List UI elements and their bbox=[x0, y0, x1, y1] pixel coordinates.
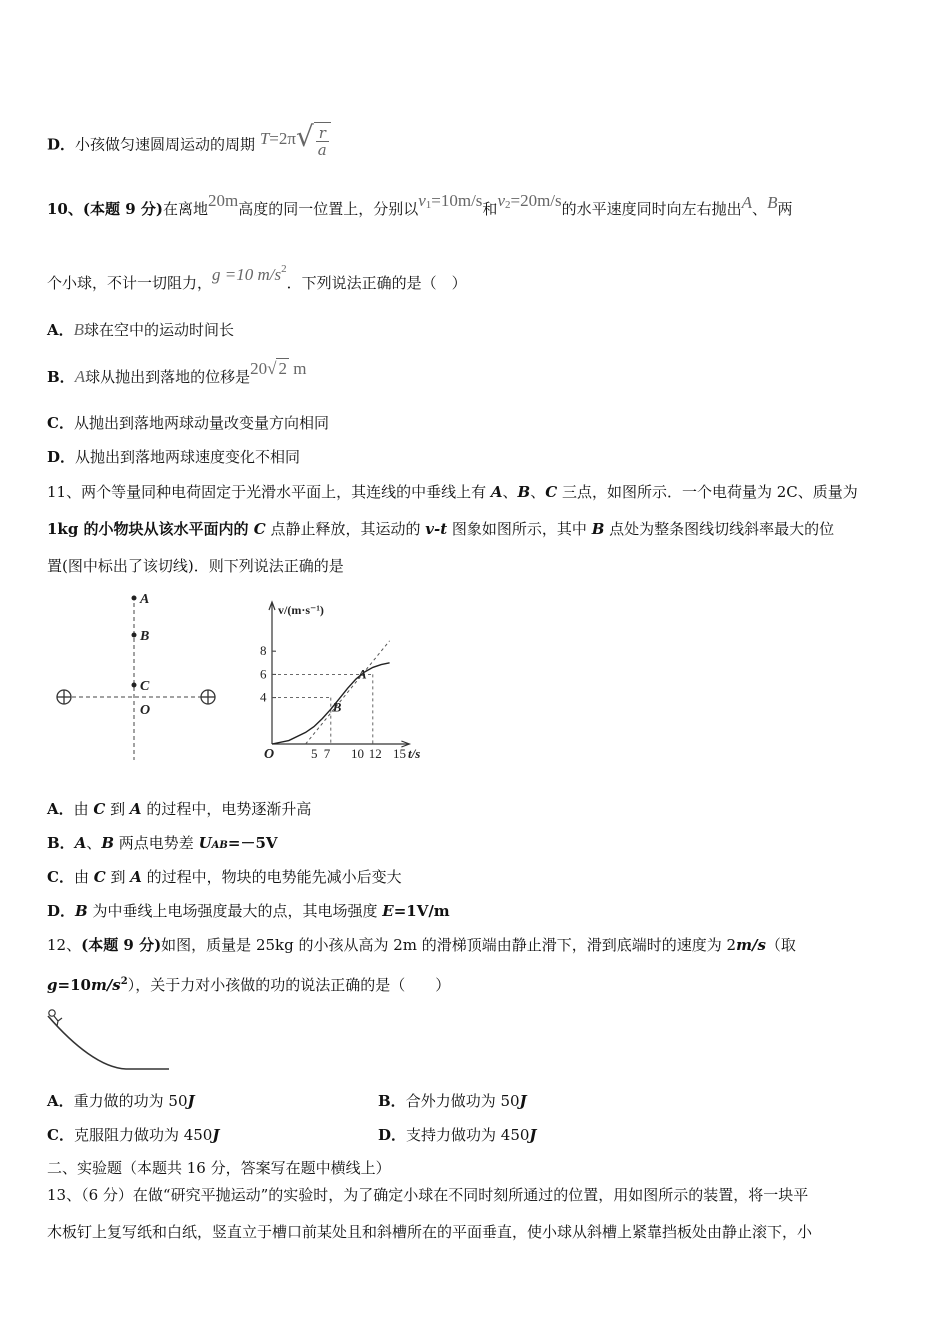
vt-chart bbox=[250, 592, 440, 770]
q11-option-c-label: C． bbox=[47, 868, 74, 886]
q10-ball-b: B bbox=[767, 193, 778, 212]
q10-stem-4: 两 bbox=[777, 200, 793, 218]
q11-option-b-sep: 、 bbox=[86, 834, 102, 852]
q10-option-b bbox=[47, 359, 307, 387]
q10-ball-a: A bbox=[741, 193, 753, 212]
series-vt-curve bbox=[272, 663, 390, 744]
q12-option-b-label: B． bbox=[378, 1092, 406, 1110]
q11-option-b-sub: AB bbox=[211, 840, 228, 851]
q10-v1-val: =10m/s bbox=[431, 191, 483, 210]
q12-option-a-unit: J bbox=[187, 1092, 195, 1110]
q12-option-d-text: 支持力做功为 450 bbox=[406, 1126, 530, 1144]
q10-sep: 、 bbox=[752, 200, 768, 218]
q10-stem-1: 在离地 bbox=[162, 200, 208, 218]
q13-stem-line1 bbox=[47, 1185, 808, 1205]
slide-curve bbox=[48, 1016, 169, 1069]
q12-g: g bbox=[47, 976, 58, 994]
q10-height: 20m bbox=[207, 191, 239, 210]
q12-option-a-text: 重力做的功为 50 bbox=[73, 1092, 188, 1110]
q11-line2-b: 点静止释放，其运动的 bbox=[265, 520, 426, 538]
q11-line3: 置(图中标出了该切线)．则下列说法正确的是 bbox=[47, 557, 344, 575]
q12-option-d bbox=[378, 1125, 537, 1145]
q11-option-a-c: C bbox=[93, 800, 106, 818]
q12-stem-line1 bbox=[47, 935, 796, 955]
q11-stem-line1 bbox=[47, 482, 858, 502]
q9-option-d bbox=[47, 119, 331, 162]
q11-line1-b: 三点，如图所示．一个电荷量为 2C、质量为 bbox=[557, 483, 858, 501]
q9-formula-t: T bbox=[259, 128, 270, 148]
q12-line1-unit: m/s bbox=[736, 936, 766, 954]
q12-stem-line2 bbox=[47, 972, 450, 995]
x-axis-label: t/s bbox=[408, 746, 421, 761]
q11-line2-c-pt: C bbox=[253, 520, 266, 538]
q10-option-c bbox=[47, 413, 329, 433]
chart-marks bbox=[272, 641, 390, 744]
q13-stem-line2 bbox=[47, 1222, 812, 1242]
q10-stem-6: ．下列说法正确的是（ ） bbox=[286, 274, 467, 292]
q11-pt-c: C bbox=[545, 483, 558, 501]
q10-score: (本题 9 分) bbox=[82, 200, 163, 218]
q10-stem-line2 bbox=[47, 263, 467, 295]
point-o-label: O bbox=[140, 703, 151, 718]
point-c-dot bbox=[132, 683, 137, 688]
q11-line2-c: 图象如图所示，其中 bbox=[447, 520, 592, 538]
q10-stem-line1 bbox=[47, 191, 793, 221]
q12-g-val: =10 bbox=[57, 976, 91, 994]
q11-line2-b-pt: B bbox=[591, 520, 605, 538]
q11-option-d-1: 为中垂线上电场强度最大的点，其电场强度 bbox=[87, 902, 383, 920]
point-c-label: C bbox=[140, 679, 150, 694]
right-charge-icon bbox=[201, 690, 215, 704]
y-tick-label: 8 bbox=[260, 643, 267, 659]
point-b-dot bbox=[132, 633, 137, 638]
q11-line2-vt: v-t bbox=[425, 520, 448, 538]
q12-option-c-text: 克服阻力做功为 450 bbox=[73, 1126, 213, 1144]
q9-formula-den: a bbox=[317, 141, 327, 159]
q10-option-a bbox=[47, 320, 234, 340]
q10-option-d-label: D． bbox=[47, 448, 76, 466]
q12-g-unit: m/s bbox=[90, 976, 121, 994]
q11-option-b-u: U bbox=[198, 834, 212, 852]
q12-number: 12、 bbox=[47, 936, 82, 954]
q10-option-c-label: C． bbox=[47, 414, 74, 432]
q12-option-b bbox=[378, 1091, 527, 1111]
q11-option-b-b: B bbox=[101, 834, 115, 852]
q11-sep2: 、 bbox=[530, 483, 546, 501]
q10-stem-3: 的水平速度同时向左右抛出 bbox=[561, 200, 742, 218]
q11-pt-a: A bbox=[490, 483, 503, 501]
q11-sep1: 、 bbox=[502, 483, 518, 501]
q12-option-a bbox=[47, 1091, 195, 1111]
q12-option-c-label: C． bbox=[47, 1126, 74, 1144]
q11-line2-d: 点处为整条图线切线斜率最大的位 bbox=[604, 520, 835, 538]
q12-g-sup: 2 bbox=[120, 976, 128, 987]
q11-option-d bbox=[47, 901, 450, 921]
q9-option-d-text: 小孩做匀速圆周运动的周期 bbox=[75, 135, 256, 154]
q9-formula-sqrt bbox=[314, 122, 331, 158]
q10-option-b-text: 球从抛出到落地的位移是 bbox=[85, 368, 251, 386]
q10-stem-5: 个小球，不计一切阻力， bbox=[47, 274, 213, 292]
q10-v2-val: =20m/s bbox=[510, 191, 562, 210]
q10-option-d-text: 从抛出到落地两球速度变化不相同 bbox=[75, 448, 301, 466]
q10-stem-2: 高度的同一位置上，分别以 bbox=[238, 200, 419, 218]
q9-option-d-label: D． bbox=[47, 135, 76, 154]
point-b-label: B bbox=[140, 629, 150, 644]
q10-option-b-sym: A bbox=[74, 367, 86, 386]
q11-option-c-a: A bbox=[130, 868, 142, 886]
q11-option-b bbox=[47, 833, 278, 856]
section2-heading-text: 二、实验题（本题共 16 分，答案写在题中横线上） bbox=[47, 1159, 391, 1177]
q10-v1-sym: v bbox=[418, 191, 426, 210]
q11-option-b-1: 两点电势差 bbox=[114, 834, 199, 852]
q10-v1-sub: 1 bbox=[425, 199, 432, 211]
q10-option-a-sym: B bbox=[73, 320, 85, 339]
q12-option-d-label: D． bbox=[378, 1126, 407, 1144]
sqrt-sign: √ bbox=[295, 119, 314, 153]
q10-and: 和 bbox=[482, 200, 498, 218]
q11-option-a bbox=[47, 799, 311, 819]
q12-line2-b: ），关于力对小孩做的功的说法正确的是（ ） bbox=[127, 976, 451, 994]
section2-heading bbox=[47, 1158, 391, 1178]
x-tick-label: 5 bbox=[311, 746, 318, 761]
q11-pt-b: B bbox=[517, 483, 531, 501]
q11-option-c-c: C bbox=[93, 868, 106, 886]
q10-number: 10、 bbox=[47, 200, 83, 218]
q12-option-b-text: 合外力做功为 50 bbox=[405, 1092, 520, 1110]
q12-score: (本题 9 分) bbox=[81, 936, 162, 954]
q11-option-d-e: E bbox=[382, 902, 394, 920]
q9-formula-eq: =2π bbox=[269, 128, 296, 148]
q11-option-a-a: A bbox=[129, 800, 142, 818]
q12-option-c bbox=[47, 1125, 219, 1145]
q11-option-a-2: 到 bbox=[105, 800, 130, 818]
marked-point-b: B bbox=[332, 699, 342, 715]
q11-option-a-label: A． bbox=[47, 800, 74, 818]
q10-option-b-val-pre: 20 bbox=[250, 359, 268, 378]
q12-line1-b: （取 bbox=[765, 936, 796, 954]
q9-formula-num: r bbox=[316, 125, 329, 142]
q10-v2-sub: 2 bbox=[504, 199, 511, 211]
q12-option-a-label: A． bbox=[47, 1092, 74, 1110]
q10-option-a-label: A． bbox=[47, 321, 74, 339]
q11-option-b-val: =－5V bbox=[227, 834, 278, 852]
q12-line1-a: 如图，质量是 25kg 的小孩从高为 2m 的滑梯顶端由静止滑下，滑到底端时的速度为 2 bbox=[161, 936, 737, 954]
point-a-dot bbox=[132, 596, 137, 601]
y-tick-label: 6 bbox=[260, 666, 267, 682]
q10-option-b-val-rad: 2 bbox=[278, 359, 287, 378]
q11-option-b-label: B． bbox=[47, 834, 75, 852]
q11-option-b-a: A bbox=[74, 834, 87, 852]
x-tick-label: 15 bbox=[393, 746, 406, 761]
chart-axes bbox=[260, 602, 420, 762]
charge-diagram bbox=[50, 588, 225, 768]
q11-option-c-3: 的过程中，物块的电势能先减小后变大 bbox=[141, 868, 402, 886]
q12-option-c-unit: J bbox=[212, 1126, 220, 1144]
series-tangent-line bbox=[306, 641, 390, 744]
q10-option-b-val-unit: m bbox=[293, 359, 307, 378]
origin-label: O bbox=[264, 747, 275, 762]
q10-v2-sym: v bbox=[497, 191, 505, 210]
q10-g-expr: g =10 m/s bbox=[212, 265, 282, 284]
q11-option-c-1: 由 bbox=[73, 868, 94, 886]
q13-line1: 13、（6 分）在做“研究平抛运动”的实验时，为了确定小球在不同时刻所通过的位置，用如图所示的装置，将一块平 bbox=[47, 1186, 809, 1204]
slide-diagram bbox=[44, 1006, 176, 1076]
q11-option-d-val: =1V/m bbox=[393, 902, 450, 920]
y-tick-label: 4 bbox=[260, 689, 267, 705]
y-axis-label: v/(m·s⁻¹) bbox=[278, 603, 324, 617]
q11-option-a-1: 由 bbox=[73, 800, 94, 818]
x-tick-label: 7 bbox=[323, 746, 331, 761]
q11-stem-line2 bbox=[47, 519, 834, 539]
sqrt-sign: √ bbox=[267, 359, 277, 378]
q10-option-d bbox=[47, 447, 300, 467]
q11-option-c-2: 到 bbox=[105, 868, 131, 886]
left-charge-icon bbox=[57, 690, 71, 704]
q11-option-c bbox=[47, 867, 402, 887]
q12-option-d-unit: J bbox=[529, 1126, 537, 1144]
q10-option-c-text: 从抛出到落地两球动量改变量方向相同 bbox=[73, 414, 329, 432]
q13-line2: 木板钉上复写纸和白纸，竖直立于槽口前某处且和斜槽所在的平面垂直，使小球从斜槽上紧靠挡板处由静止滚下，小 bbox=[47, 1223, 813, 1241]
q11-option-d-label: D． bbox=[47, 902, 76, 920]
q11-line1-a: 11、两个等量同种电荷固定于光滑水平面上，其连线的中垂线上有 bbox=[47, 483, 491, 501]
point-a-label: A bbox=[140, 592, 150, 607]
q10-option-a-text: 球在空中的运动时间长 bbox=[84, 321, 235, 339]
x-tick-label: 10 bbox=[351, 746, 364, 761]
marked-point-a: A bbox=[358, 666, 367, 682]
q11-option-a-3: 的过程中，电势逐渐升高 bbox=[141, 800, 312, 818]
q11-line2-a: 1kg 的小物块从该水平面内的 bbox=[47, 520, 254, 538]
q11-option-d-b: B bbox=[75, 902, 88, 920]
q10-option-b-label: B． bbox=[47, 368, 75, 386]
q10-g-sup: 2 bbox=[281, 263, 287, 275]
x-tick-label: 12 bbox=[368, 746, 382, 761]
q12-option-b-unit: J bbox=[519, 1092, 527, 1110]
q11-stem-line3 bbox=[47, 556, 344, 576]
